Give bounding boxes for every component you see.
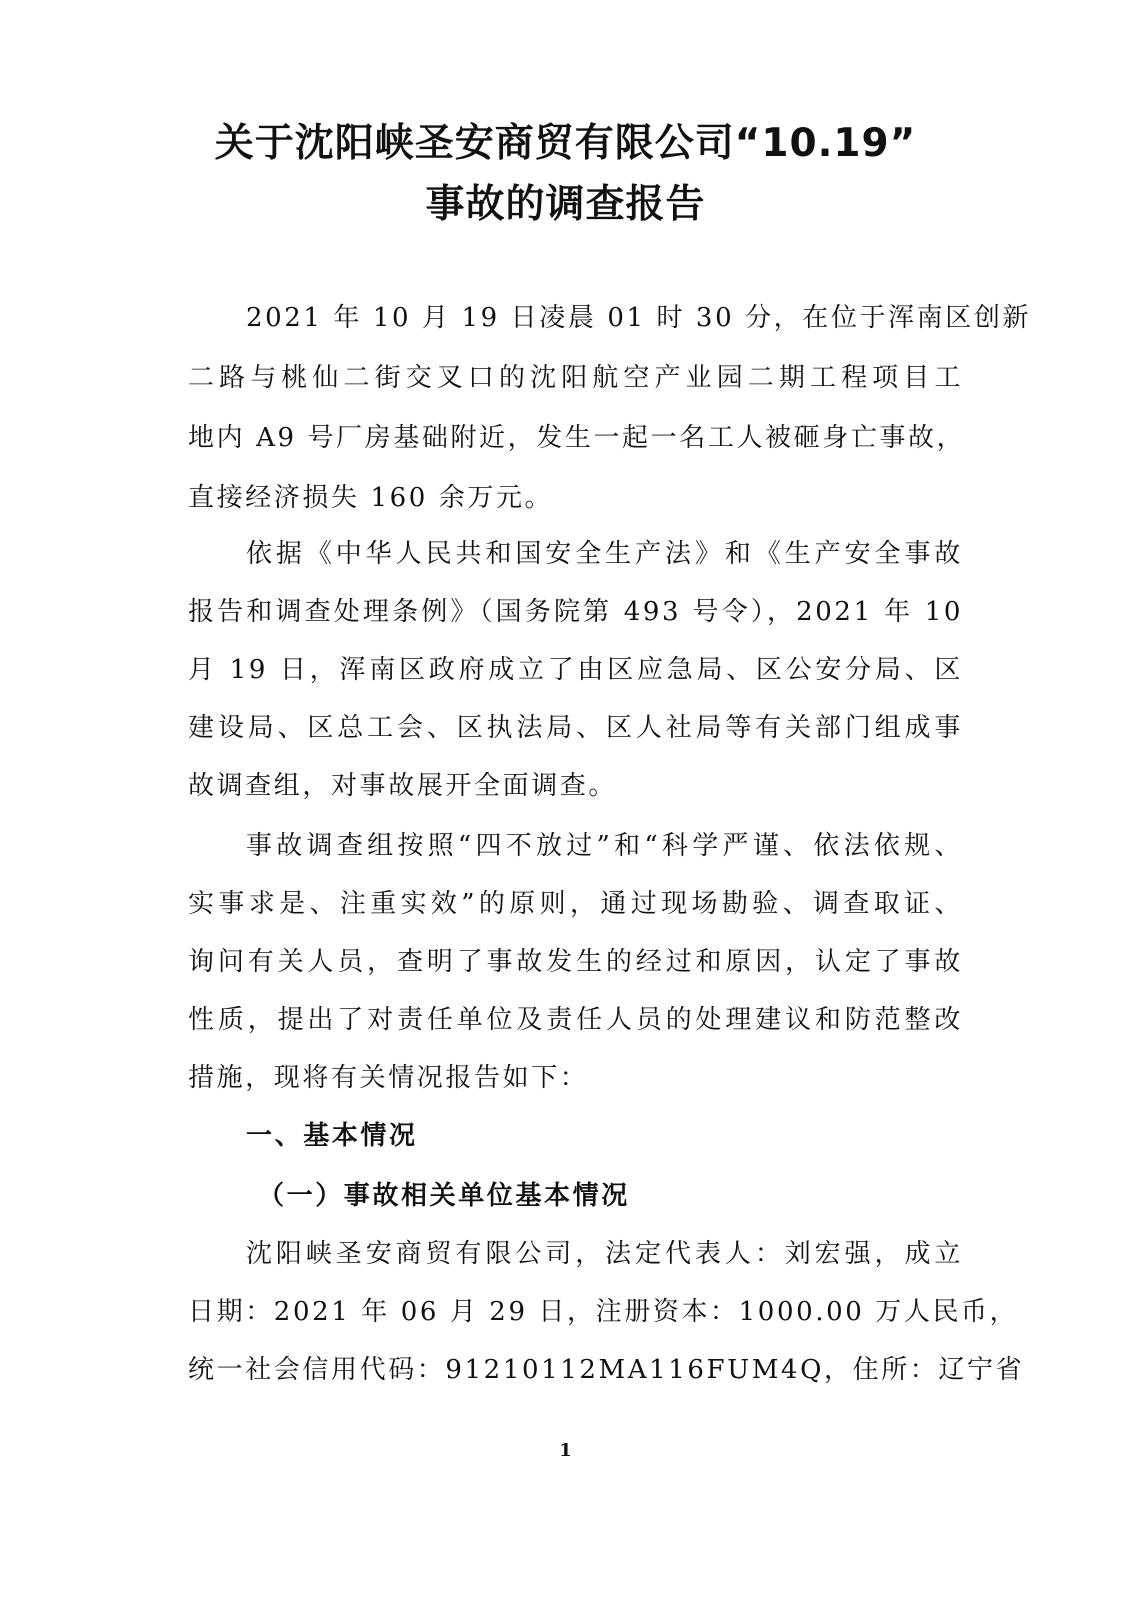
document-title-line-2: 事故的调查报告: [425, 182, 706, 227]
paragraph-line: 性质，提出了对责任单位及责任人员的处理建议和防范整改: [188, 1005, 963, 1035]
paragraph-line: 地内 A9 号厂房基础附近，发生一起一名工人被砸身亡事故，: [188, 423, 966, 453]
subsection-heading: （一）事故相关单位基本情况: [258, 1181, 630, 1211]
paragraph-line: 日期：2021 年 06 月 29 日，注册资本：1000.00 万人民币，: [188, 1297, 1019, 1327]
paragraph-line: 事故调查组按照“四不放过”和“科学严谨、依法依规、: [246, 831, 963, 861]
paragraph-line: 报告和调查处理条例》（国务院第 493 号令），2021 年 10: [188, 597, 963, 627]
paragraph-line: 统一社会信用代码：91210112MA116FUM4Q，住所：辽宁省: [188, 1355, 1025, 1385]
paragraph-line: 建设局、区总工会、区执法局、区人社局等有关部门组成事: [188, 713, 963, 743]
paragraph-line: 2021 年 10 月 19 日凌晨 01 时 30 分，在位于浑南区创新: [246, 303, 1032, 333]
paragraph-line: 实事求是、注重实效”的原则，通过现场勘验、调查取证、: [188, 889, 963, 919]
paragraph-line: 二路与桃仙二街交叉口的沈阳航空产业园二期工程项目工: [188, 363, 963, 393]
paragraph-line: 直接经济损失 160 余万元。: [188, 483, 554, 513]
paragraph-line: 故调查组，对事故展开全面调查。: [188, 771, 618, 801]
section-heading: 一、基本情况: [246, 1121, 418, 1151]
document-title-line-1: 关于沈阳峡圣安商贸有限公司“10.19”: [214, 121, 917, 166]
paragraph-line: 询问有关人员，查明了事故发生的经过和原因，认定了事故: [188, 947, 963, 977]
paragraph-line: 月 19 日，浑南区政府成立了由区应急局、区公安分局、区: [188, 655, 963, 685]
paragraph-line: 沈阳峡圣安商贸有限公司，法定代表人：刘宏强，成立: [246, 1239, 963, 1269]
paragraph-line: 依据《中华人民共和国安全生产法》和《生产安全事故: [246, 539, 963, 569]
paragraph-line: 措施，现将有关情况报告如下：: [188, 1063, 589, 1093]
page-number: 1: [559, 1440, 572, 1461]
